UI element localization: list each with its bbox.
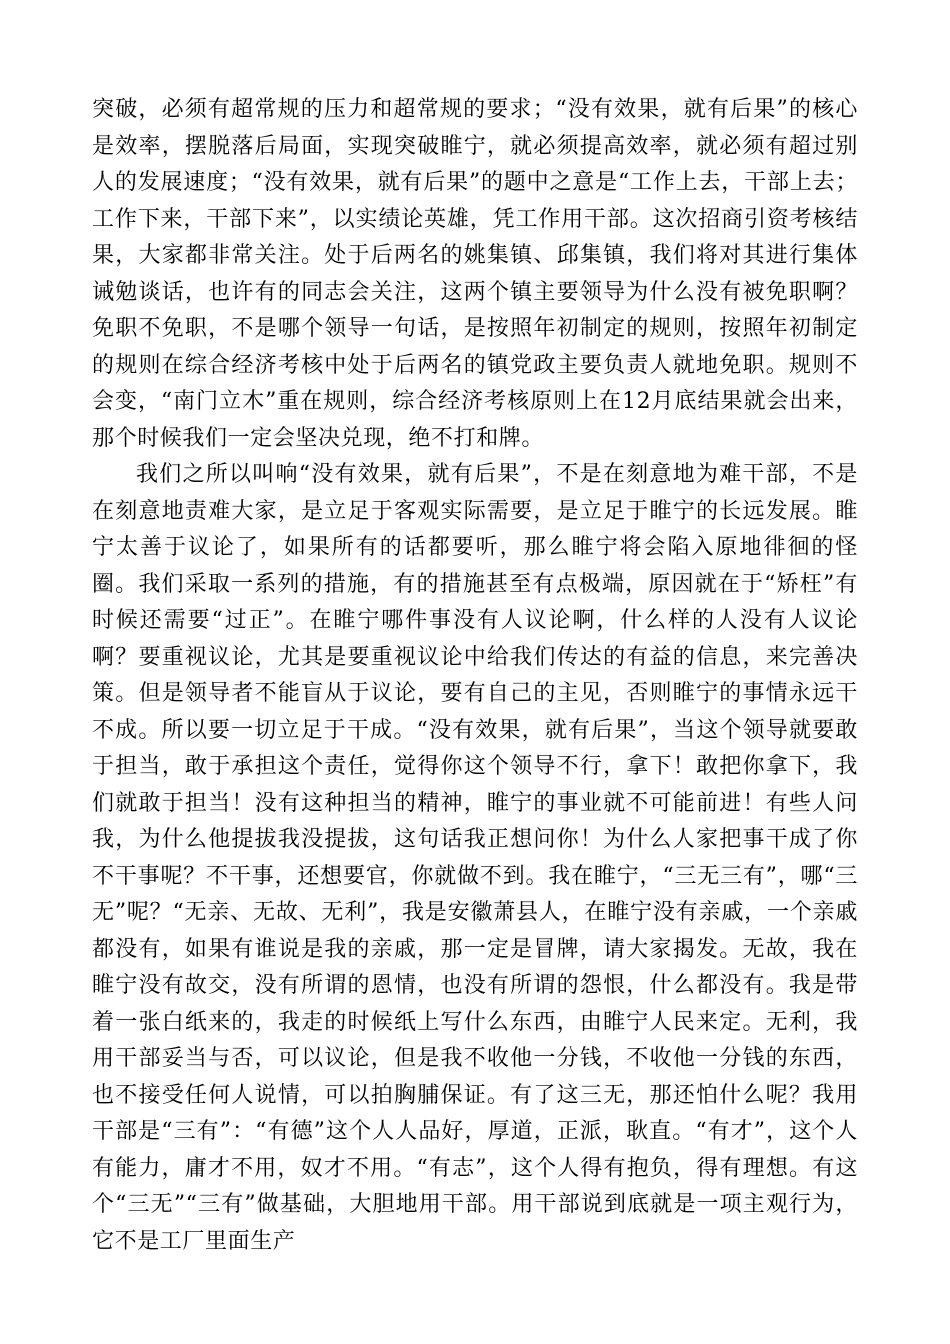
paragraph-1: 突破，必须有超常规的压力和超常规的要求；“没有效果，就有后果”的核心是效率，摆脱落后局面，实现突破睢宁，就必须提高效率，就必须有超过别人的发展速度；“没有效果，就有后果”的题中之意是“工作上去，干部上去；工作下来，干部下来”，以实绩论英雄，凭工作用干部。这次招商引资考核结果，大家都非常关注。处于后两名的姚集镇、邱集镇，我们将对其进行集体诫勉谈话，也许有的同志会关注，这两个镇主要领导为什么没有被免职啊？免职不免职，不是哪个领导一句话，是按照年初制定的规则，按照年初制定的规则在综合经济考核中处于后两名的镇党政主要负责人就地免职。规则不会变，“南门立木”重在规则，综合经济考核原则上在12月底结果就会出来，那个时候我们一定会坚决兑现，绝不打和牌。: [92, 97, 858, 451]
paragraph-2: 我们之所以叫响“没有效果，就有后果”，不是在刻意地为难干部，不是在刻意地责难大家，是立足于客观实际需要，是立足于睢宁的长远发展。睢宁太善于议论了，如果所有的话都要听，那么睢宁将会陷入原地徘徊的怪圈。我们采取一系列的措施，有的措施甚至有点极端，原因就在于“矫枉”有时候还需要“过正”。在睢宁哪件事没有人议论啊，什么样的人没有人议论啊？要重视议论，尤其是要重视议论中给我们传达的有益的信息，来完善决策。但是领导者不能盲从于议论，要有自己的主见，否则睢宁的事情永远干不成。所以要一切立足于干成。“没有效果，就有后果”，当这个领导就要敢于担当，敢于承担这个责任，觉得你这个领导不行，拿下！敢把你拿下，我们就敢于担当！没有这种担当的精神，睢宁的事业就不可能前进！有些人问我，为什么他提拔我没提拔，这句话我正想问你！为什么人家把事干成了你不干事呢？不干事，还想要官，你就做不到。我在睢宁，“三无三有”，哪“三无”呢？“无亲、无故、无利”，我是安徽萧县人，在睢宁没有亲戚，一个亲戚都没有，如果有谁说是我的亲戚，那一定是冒牌，请大家揭发。无故，我在睢宁没有故交，没有所谓的恩情，也没有所谓的怨恨，什么都没有。我是带着一张白纸来的，我走的时候纸上写什么东西，由睢宁人民来定。无利，我用干部妥当与否，可以议论，但是我不收他一分钱，不收他一分钱的东西，也不接受任何人说情，可以拍胸脯保证。有了这三无，那还怕什么呢？我用干部是“三有”：“有德”这个人人品好，厚道，正派，耿直。“有才”，这个人有能力，庸才不用，奴才不用。“有志”，这个人得有抱负，得有理想。有这个“三无”“三有”做基础，大胆地用干部。用干部说到底就是一项主观行为，它不是工厂里面生产: [92, 462, 858, 1254]
body-text: [92, 92, 858, 1260]
